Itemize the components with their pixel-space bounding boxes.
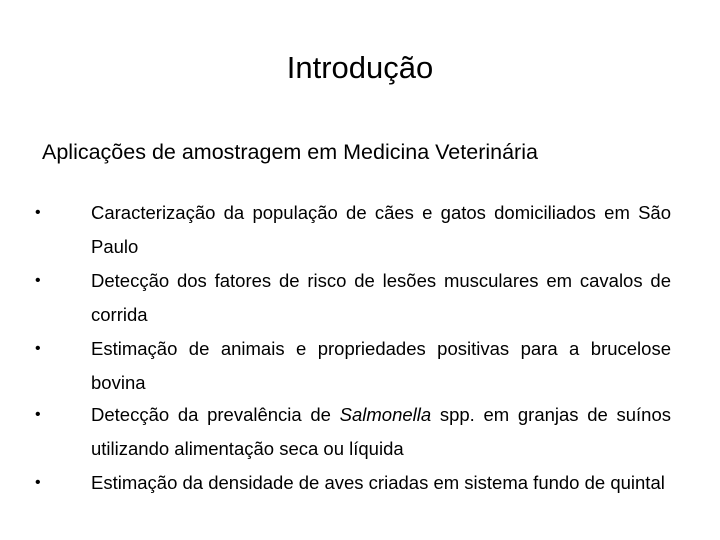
bullet-text: Caracterização da população de cães e gatos domiciliados em São Paulo <box>91 202 671 257</box>
bullet-text-start: Detecção da prevalência de <box>91 404 340 425</box>
bullet-text: Estimação da densidade de aves criadas em sistema fundo de quintal <box>91 472 665 493</box>
bullet-dot-icon: • <box>35 340 41 357</box>
bullet-dot-icon: • <box>35 474 41 491</box>
bullet-item <box>35 466 671 500</box>
bullet-text-end: spp. em granjas de suínos utilizando alimentação seca ou líquida <box>91 404 671 459</box>
bullet-item <box>35 264 671 332</box>
bullet-text <box>91 398 671 466</box>
slide-subtitle: Aplicações de amostragem em Medicina Veterinária <box>42 140 538 164</box>
bullet-item <box>35 196 671 264</box>
bullet-dot-icon: • <box>35 272 41 289</box>
bullet-text-italic: Salmonella <box>339 404 432 425</box>
bullet-item <box>35 332 671 400</box>
bullet-item <box>35 398 671 466</box>
slide-title: Introdução <box>286 50 434 85</box>
bullet-dot-icon: • <box>35 204 41 221</box>
bullet-text: Detecção dos fatores de risco de lesões musculares em cavalos de corrida <box>91 270 671 325</box>
bullet-text: Estimação de animais e propriedades positivas para a brucelose bovina <box>91 338 671 393</box>
bullet-dot-icon: • <box>35 406 41 423</box>
